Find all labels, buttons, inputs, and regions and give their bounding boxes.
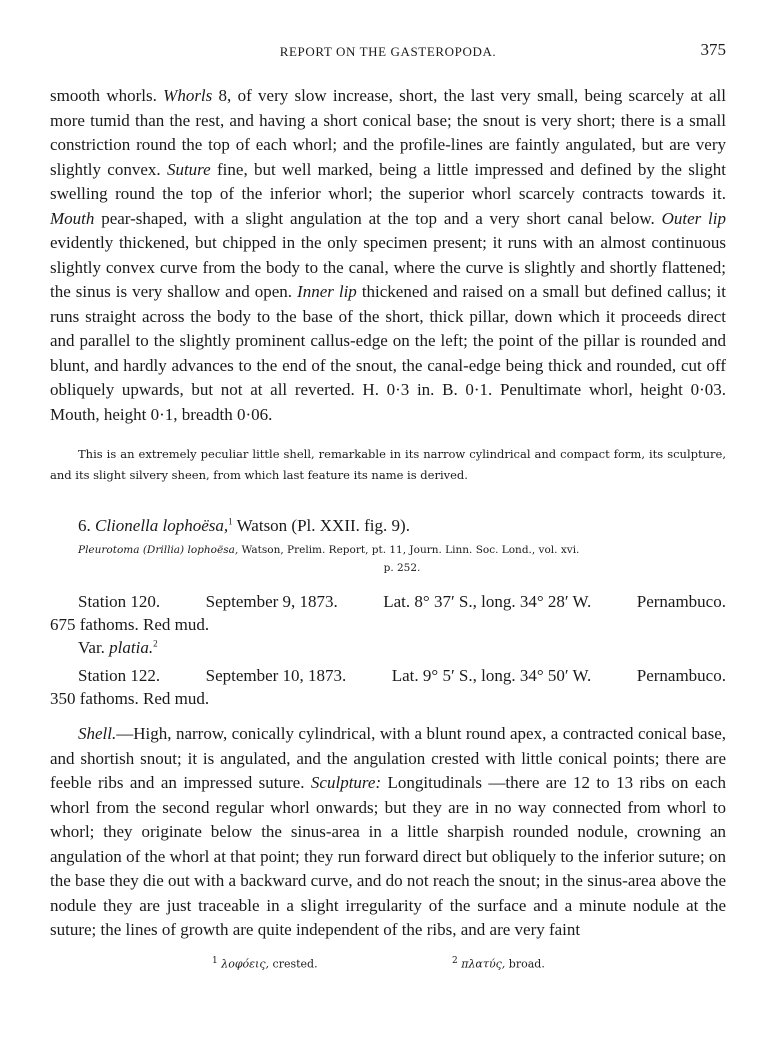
species-name: Clionella lophoësa, — [95, 516, 229, 535]
term-sculpture: Sculpture: — [310, 773, 382, 792]
text-run: 8, of very slow increase, short, the last very small, being scarcely at all more tumid than the rest, and having a short conical base; the snout is very short; there is a small constriction round the top of each whorl; and the profile-lines are faintly angulated, but are very slightly convex. — [50, 86, 726, 179]
text-run: smooth whorls. — [50, 86, 164, 105]
description-paragraph — [50, 84, 726, 427]
station-date: September 10, 1873. — [205, 666, 347, 685]
running-title: REPORT ON THE GASTEROPODA. — [279, 44, 497, 59]
footnote-text: crested. — [269, 957, 318, 971]
synonym-citation: Watson, Prelim. Report, pt. 11, Journ. Linn. Soc. Lond., vol. xvi. — [238, 544, 580, 556]
footnote-mark: 2 — [153, 638, 158, 649]
species-heading — [78, 516, 410, 536]
station-id: Station 122. — [78, 666, 161, 685]
station-depth: 675 fathoms. Red mud. — [50, 615, 210, 634]
remark-note: This is an extremely peculiar little shell, remarkable in its narrow cylindrical and compact form, its sculpture, and its slight silvery sheen, from which last feature its name is derived. — [50, 447, 726, 482]
text-run: thickened and raised on a small but defined callus; it runs straight across the body to the base of the short, thick pillar, down which it proceeds direct and parallel to the slightly prominent callus-edge on the left; the point of the pillar is rounded and blunt, and hardly advances to the end of the snout, the canal-edge being thick and rounded, cut off obliquely upwards, but not at all reverted. H. 0·3 in. B. 0·1. Penultimate whorl, height 0·03. Mouth, height 0·1, breadth 0·06. — [50, 282, 726, 424]
term-inner-lip: Inner lip — [297, 282, 357, 301]
term-shell: Shell. — [78, 724, 117, 743]
footnote-text: broad. — [505, 957, 545, 971]
synonym-page: p. 252. — [383, 562, 421, 574]
footnote-1 — [212, 956, 318, 971]
footnote-2 — [452, 956, 545, 971]
term-suture: Suture — [166, 159, 211, 179]
term-mouth: Mouth — [50, 208, 95, 228]
page-number: 375 — [700, 40, 726, 59]
shell-paragraph — [50, 722, 726, 943]
footnote-mark: 1 — [228, 516, 233, 527]
station-id: Station 120. — [78, 592, 161, 611]
species-authority: Watson (Pl. XXII. fig. 9). — [232, 516, 410, 535]
station-record-122 — [50, 664, 726, 710]
footnote-mark: 2 — [452, 956, 458, 966]
footnote-greek: πλατύς, — [461, 957, 506, 971]
station-coordinates: Lat. 9° 5′ S., long. 34° 50′ W. — [391, 666, 592, 685]
station-line — [50, 664, 726, 687]
station-place: Pernambuco. — [636, 592, 726, 611]
station-coordinates: Lat. 8° 37′ S., long. 34° 28′ W. — [383, 592, 592, 611]
text-run: —High, narrow, conically cylindrical, with a blunt round apex, a contracted conical base, and shortish snout; it is angulated, and the angulation crested with little conical points; there are feeble ribs and an impressed suture. — [50, 724, 726, 792]
station-depth: 350 fathoms. Red mud. — [50, 689, 210, 708]
footnote-mark: 1 — [212, 956, 218, 966]
variety-prefix: Var. — [78, 638, 110, 657]
species-number: 6. — [78, 516, 95, 535]
station-place: Pernambuco. — [636, 666, 726, 685]
variety-name: platia. — [109, 638, 154, 657]
text-run: pear-shaped, with a slight angulation at the top and a very short canal below. — [94, 208, 662, 228]
term-outer-lip: Outer lip — [661, 208, 727, 228]
variety-label — [78, 638, 158, 658]
text-run: Longitudinals —there are 12 to 13 ribs on each whorl from the second regular whorl onwards; but they are in no way connected from whorl to whorl; they originate below the sinus-area in a little sharpish rounded nodule, crowning an angulation of the whorl at that point; they run forward direct but obliquely to the inferior suture; on the base they die out with a backward curve, and do not reach the snout; in the sinus-area above the nodule they are just traceable in a slight irregularity of the surface and a minute nodule at the suture; the lines of growth are quite independent of the ribs, and are very faint — [50, 773, 726, 939]
synonym-reference — [78, 541, 726, 577]
text-run: fine, but well marked, being a little impressed and defined by the slight swelling round the top of the inferior whorl; the superior whorl scarcely contracts towards it. — [50, 159, 726, 203]
station-line — [50, 590, 726, 613]
text-run: evidently thickened, but chipped in the only specimen present; it runs with an almost continuous slightly convex curve from the body to the canal, where the curve is slightly and shortly flattened; the sinus is very shallow and open. — [50, 233, 726, 301]
term-whorls: Whorls — [163, 86, 213, 105]
synonym-name: Pleurotoma (Drillia) lophoësa, — [78, 544, 239, 556]
page-header — [0, 40, 776, 64]
station-date: September 9, 1873. — [205, 592, 338, 611]
station-record-120 — [50, 590, 726, 636]
footnote-greek: λοφόεις, — [221, 957, 270, 971]
